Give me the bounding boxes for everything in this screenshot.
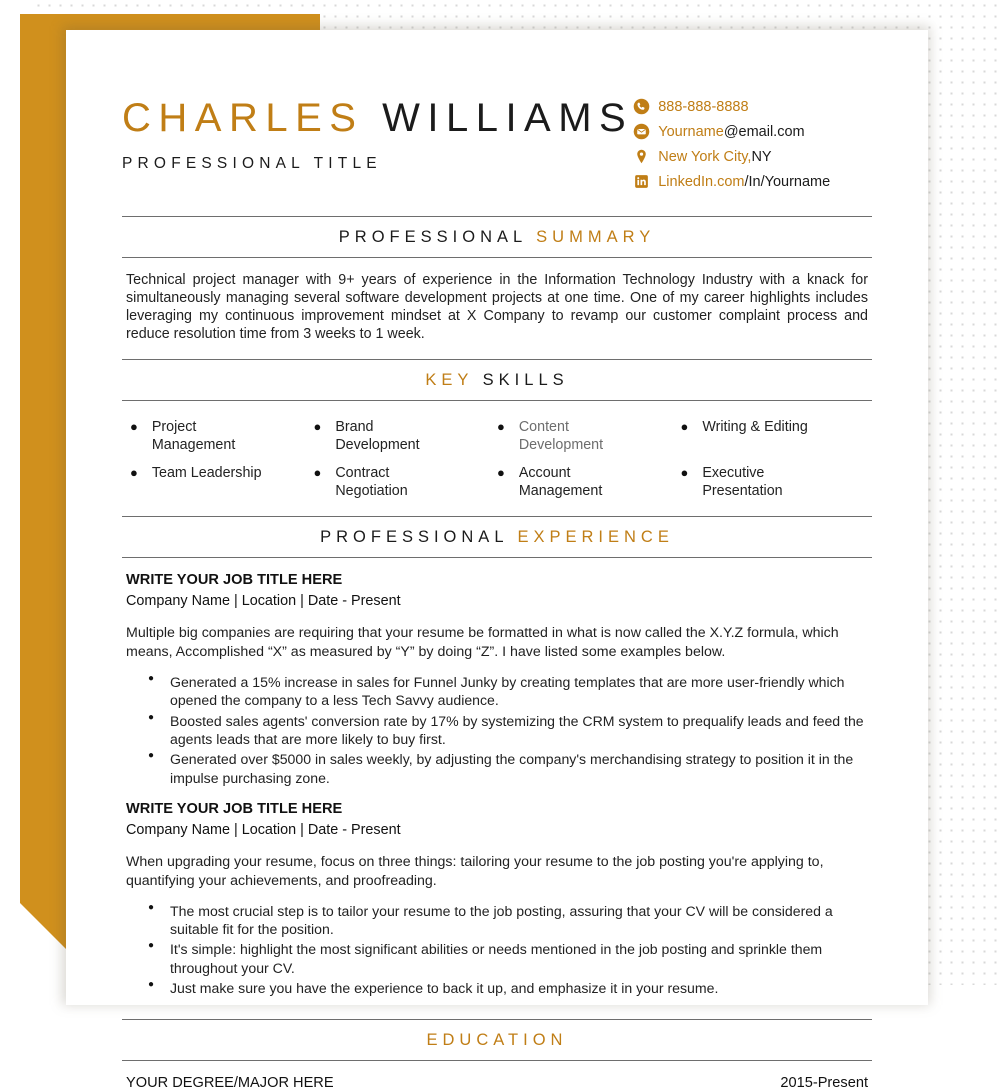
contact-linkedin-domain: LinkedIn.com bbox=[658, 173, 745, 190]
education-heading-accent: EDUCATION bbox=[426, 1031, 568, 1050]
contact-email-user: Yourname bbox=[658, 123, 724, 140]
bullet-icon: ● bbox=[313, 465, 322, 481]
skill-label: Project Management bbox=[151, 419, 236, 453]
bullet-icon: ● bbox=[497, 465, 505, 481]
email-icon bbox=[633, 123, 650, 140]
divider-experience-bottom bbox=[122, 557, 872, 558]
bullet-icon: ● bbox=[313, 419, 322, 435]
skill-label: Contract Negotiation bbox=[335, 465, 408, 499]
job-description: When upgrading your resume, focus on three things: tailoring your resume to the job posting you're applying to, quantifying your achievements, and proofreading. bbox=[126, 853, 824, 889]
resume-page bbox=[66, 30, 928, 1091]
contact-location[interactable] bbox=[633, 148, 872, 165]
section-education bbox=[122, 1019, 872, 1091]
name-block bbox=[122, 76, 633, 173]
skills-heading-accent: KEY bbox=[425, 371, 474, 390]
skill-item bbox=[681, 419, 865, 454]
skill-item bbox=[314, 465, 498, 500]
bullet-icon: ● bbox=[680, 465, 689, 481]
experience-heading-main: PROFESSIONAL bbox=[320, 528, 508, 547]
contact-list bbox=[633, 76, 872, 198]
skill-label: Writing & Editing bbox=[702, 419, 808, 436]
experience-entry bbox=[122, 572, 872, 787]
contact-phone-value: 888-888-8888 bbox=[658, 98, 749, 115]
contact-linkedin[interactable] bbox=[633, 173, 872, 190]
job-bullet: ● Generated over $5000 in sales weekly, by adjusting the company's merchandising strategy to position it in the impulse purchasing zone. bbox=[148, 750, 868, 787]
bullet-icon: ● bbox=[130, 465, 138, 481]
resume-header bbox=[122, 76, 872, 198]
job-bullet: ● Boosted sales agents' conversion rate by 17% by systemizing the CRM system to prequalify leads and feed the agents leads that are more likely to buy first. bbox=[148, 712, 868, 749]
contact-email-domain: @email.com bbox=[723, 123, 805, 140]
section-heading-experience bbox=[122, 517, 872, 557]
skill-item bbox=[497, 419, 681, 454]
summary-heading-main: PROFESSIONAL bbox=[338, 228, 527, 246]
job-description: Multiple big companies are requiring that your resume be formatted in what is now called the X.Y.Z formula, which means, Accomplished “X” as measured by “Y” by doing “Z”. I have listed some examples below. bbox=[126, 625, 839, 661]
experience-heading-accent: EXPERIENCE bbox=[517, 528, 674, 547]
contact-location-state: NY bbox=[751, 148, 772, 165]
job-bullet: ● Generated a 15% increase in sales for Funnel Junky by creating templates that are more user-friendly which opened the company to a less Tech Savvy audience. bbox=[148, 673, 868, 710]
linkedin-icon bbox=[633, 173, 650, 190]
contact-linkedin-path: /In/Yourname bbox=[744, 173, 831, 190]
skills-grid bbox=[122, 401, 872, 516]
professional-title: PROFESSIONAL TITLE bbox=[122, 155, 382, 172]
section-summary bbox=[122, 216, 872, 359]
full-name bbox=[122, 98, 633, 138]
education-dates: 2015-Present bbox=[780, 1075, 868, 1091]
skill-label: Content Development bbox=[518, 419, 604, 453]
skill-label: Brand Development bbox=[335, 419, 420, 453]
contact-phone[interactable] bbox=[633, 98, 872, 115]
job-bullet: ● Just make sure you have the experience to back it up, and emphasize it in your resume. bbox=[148, 979, 868, 997]
job-bullet: ● The most crucial step is to tailor your resume to the job posting, assuring that your CV will be considered a suitable fit for the position. bbox=[148, 902, 868, 939]
section-heading-summary bbox=[122, 217, 872, 257]
phone-icon bbox=[633, 98, 650, 115]
bullet-icon: ● bbox=[130, 419, 138, 435]
job-title: WRITE YOUR JOB TITLE HERE bbox=[126, 800, 343, 817]
job-meta: Company Name | Location | Date - Present bbox=[126, 593, 401, 610]
section-experience bbox=[122, 516, 872, 997]
bullet-icon: ● bbox=[497, 419, 505, 435]
skill-item bbox=[497, 465, 681, 500]
education-entry bbox=[122, 1061, 872, 1091]
section-skills bbox=[122, 359, 872, 516]
skill-label: Executive Presentation bbox=[702, 465, 783, 499]
skill-item bbox=[314, 419, 498, 454]
experience-entry bbox=[122, 801, 872, 997]
skill-label: Team Leadership bbox=[151, 465, 262, 482]
last-name: WILLIAMS bbox=[382, 96, 634, 140]
first-name: CHARLES bbox=[122, 96, 364, 140]
job-bullet-list bbox=[126, 902, 868, 998]
skill-label: Account Management bbox=[518, 465, 603, 499]
skill-item bbox=[130, 419, 314, 454]
summary-text: Technical project manager with 9+ years of experience in the Information Technology Industry with a knack for simultaneously managing several software development projects at one time. One of my career highlights includes leveraging my continuous improvement mindset at X Company to revamp our customer complaint process and reduce resolution time from 3 weeks to 1 week. bbox=[126, 272, 868, 342]
job-bullet-list bbox=[126, 673, 868, 787]
job-title: WRITE YOUR JOB TITLE HERE bbox=[126, 572, 343, 589]
contact-location-city: New York City, bbox=[658, 148, 752, 165]
section-heading-skills bbox=[122, 360, 872, 400]
bullet-icon: ● bbox=[680, 419, 689, 435]
skill-item bbox=[681, 465, 865, 500]
job-bullet: ● It's simple: highlight the most significant abilities or needs mentioned in the job posting and sprinkle them throughout your CV. bbox=[148, 940, 868, 977]
contact-email[interactable] bbox=[633, 123, 872, 140]
education-degree: YOUR DEGREE/MAJOR HERE bbox=[126, 1075, 334, 1091]
skill-item bbox=[130, 465, 314, 500]
summary-heading-accent: SUMMARY bbox=[536, 228, 656, 246]
section-heading-education bbox=[122, 1020, 872, 1060]
job-meta: Company Name | Location | Date - Present bbox=[126, 821, 401, 838]
skills-heading-main: SKILLS bbox=[482, 371, 569, 390]
location-pin-icon bbox=[633, 148, 650, 165]
